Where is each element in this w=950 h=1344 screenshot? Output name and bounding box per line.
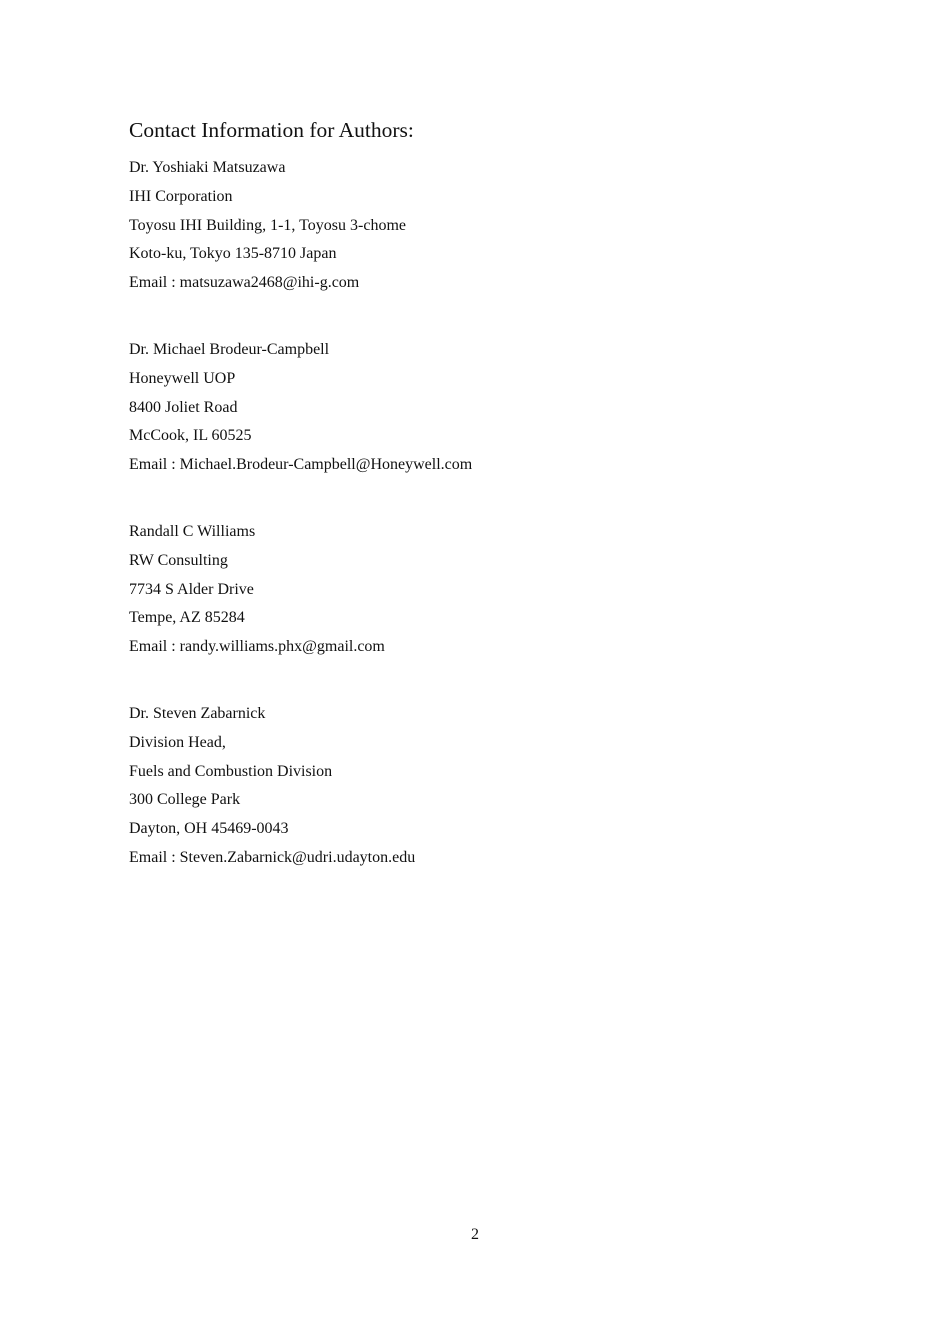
author-email-line	[129, 844, 829, 873]
page-title: Contact Information for Authors:	[129, 118, 414, 142]
email-label: Email :	[129, 274, 180, 292]
author-organization: Fuels and Combustion Division	[129, 762, 333, 780]
email-label: Email :	[129, 456, 180, 474]
author-address-line: 7734 S Alder Drive	[129, 580, 254, 598]
author-address-line: McCook, IL 60525	[129, 427, 252, 445]
author-organization: Honeywell UOP	[129, 369, 236, 387]
author-name: Dr. Steven Zabarnick	[129, 705, 266, 722]
author-address-line: 300 College Park	[129, 791, 241, 809]
email-link[interactable]: matsuzawa2468@ihi-g.com	[179, 274, 360, 292]
author-email-line	[129, 633, 829, 662]
author-email-line	[129, 451, 829, 480]
author-contact-block	[129, 700, 829, 873]
author-name: Dr. Michael Brodeur-Campbell	[129, 341, 330, 358]
email-link[interactable]: Michael.Brodeur-Campbell@Honeywell.com	[179, 456, 473, 474]
author-address-line: Toyosu IHI Building, 1-1, Toyosu 3-chome	[129, 216, 406, 234]
email-label: Email :	[129, 638, 180, 656]
author-organization: RW Consulting	[129, 551, 228, 569]
page-number: 2	[471, 1226, 479, 1243]
author-email-line	[129, 269, 829, 298]
author-name: Randall C Williams	[129, 523, 256, 540]
author-contact-block	[129, 336, 829, 480]
author-title: Division Head,	[129, 733, 226, 751]
email-label: Email :	[129, 848, 180, 866]
author-address-line: Tempe, AZ 85284	[129, 609, 245, 627]
email-link[interactable]: randy.williams.phx@gmail.com	[179, 638, 385, 656]
author-address-line: Koto-ku, Tokyo 135-8710 Japan	[129, 245, 337, 263]
author-organization: IHI Corporation	[129, 187, 233, 205]
author-contact-block	[129, 154, 829, 298]
author-contact-block	[129, 518, 829, 662]
email-link[interactable]: Steven.Zabarnick@udri.udayton.edu	[179, 848, 416, 866]
author-address-line: 8400 Joliet Road	[129, 398, 238, 416]
author-address-line: Dayton, OH 45469-0043	[129, 820, 289, 838]
author-name: Dr. Yoshiaki Matsuzawa	[129, 159, 286, 176]
